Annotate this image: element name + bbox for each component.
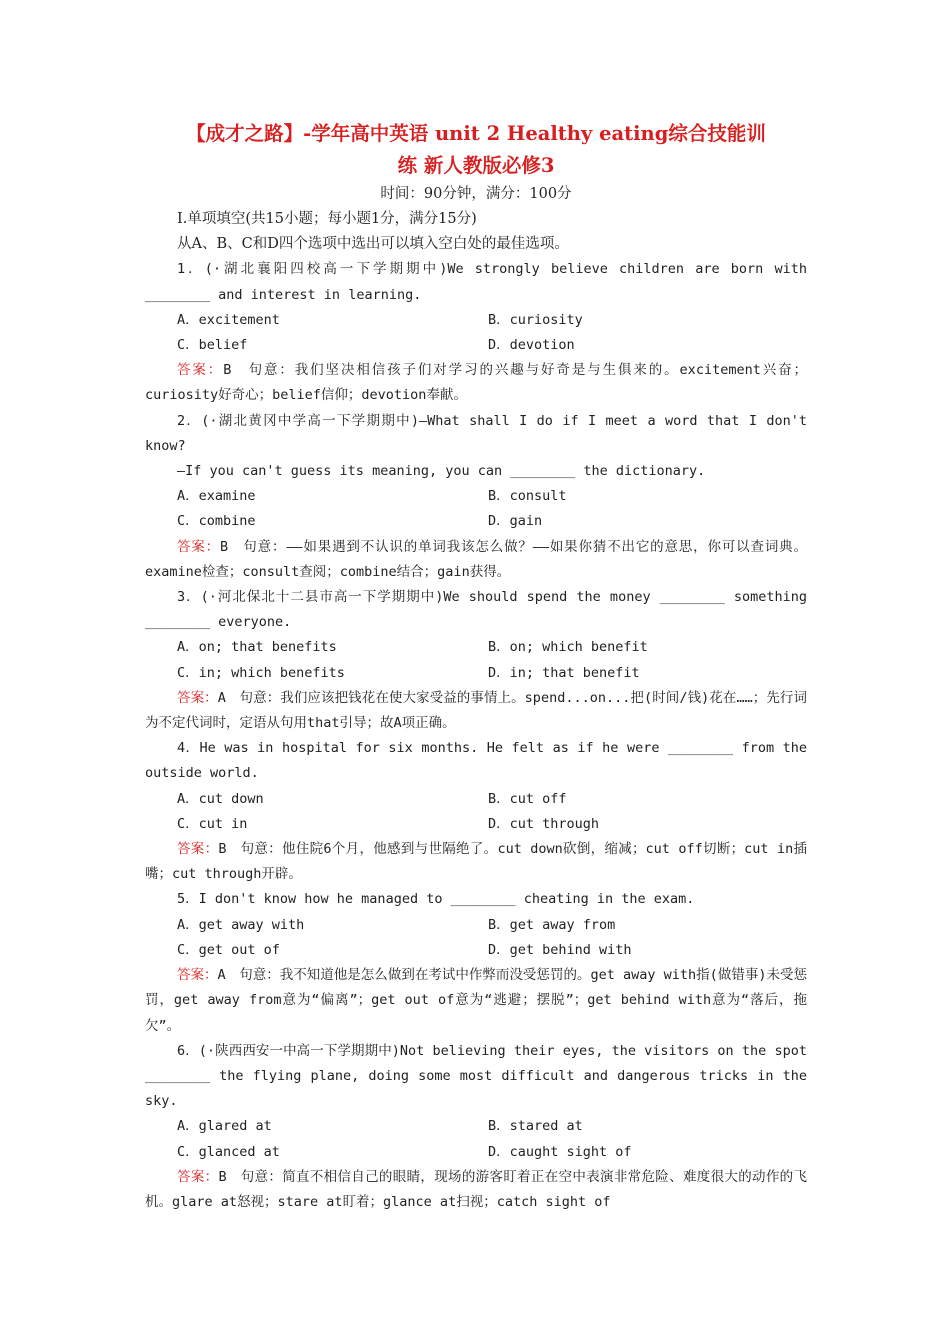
options <box>145 635 807 685</box>
option-b: B．get away from <box>488 916 616 933</box>
option-b: B．cut off <box>488 790 567 807</box>
instruction: 从A、B、C和D四个选项中选出可以填入空白处的最佳选项。 <box>177 236 569 253</box>
answer-text: A 句意：我不知道他是怎么做到在考试中作弊而没受惩罚的。get away with指(做错事)未受惩罚，get away from意为“偏离”；get out of意为“逃避；摆脱”；get behind with意为“落后，拖欠”。 <box>145 967 808 1034</box>
options <box>145 787 807 837</box>
option-a: A．on; that benefits <box>177 639 337 656</box>
answer-explanation <box>145 535 807 585</box>
answer-explanation <box>145 358 807 408</box>
question-stem: 3．(·河北保北十二县市高一下学期期中)We should spend the money ________ something ________ everyone. <box>145 589 807 631</box>
answer-label: 答案： <box>177 689 218 706</box>
answer-label: 答案： <box>177 967 218 984</box>
answer-text: B 句意：——如果遇到不认识的单词我该怎么做？——如果你猜不出它的意思，你可以查词典。examine检查；consult查阅；combine结合；gain获得。 <box>145 538 808 580</box>
option-a: A．cut down <box>177 790 264 807</box>
answer-text: B 句意：简直不相信自己的眼睛，现场的游客盯着正在空中表演非常危险、难度很大的动作的飞机。glare at怒视；stare at盯着；glance at扫视；catch sight of <box>145 1168 807 1210</box>
answer-explanation <box>145 837 807 887</box>
option-a: A．glared at <box>177 1118 272 1135</box>
options <box>145 1114 807 1164</box>
answer-label: 答案： <box>177 841 219 858</box>
title-line-2: 练 新人教版必修3 <box>397 154 555 177</box>
answer-text: A 句意：我们应该把钱花在使大家受益的事情上。spend...on...把(时间/钱)花在……；先行词为不定代词时，定语从句用that引导；故A项正确。 <box>145 689 808 732</box>
question-4 <box>145 736 807 887</box>
question-stem: 1．(·湖北襄阳四校高一下学期期中)We strongly believe children are born with ________ and interest in learning. <box>145 261 807 303</box>
option-c: C．glanced at <box>177 1143 280 1160</box>
option-b: B．curiosity <box>488 311 583 328</box>
option-b: B．stared at <box>488 1118 583 1135</box>
question-3 <box>145 585 807 736</box>
option-a: A．examine <box>177 488 256 505</box>
answer-explanation <box>145 686 807 736</box>
option-a: A．excitement <box>177 311 280 328</box>
option-d: D．gain <box>488 513 543 530</box>
answer-explanation <box>145 1165 807 1215</box>
options <box>145 484 807 534</box>
exam-meta: 时间：90分钟，满分：100分 <box>380 186 572 202</box>
answer-label: 答案： <box>177 1168 219 1185</box>
question-5 <box>145 887 807 1038</box>
answer-label: 答案： <box>177 538 221 555</box>
answer-text: B 句意：我们坚决相信孩子们对学习的兴趣与好奇是与生俱来的。excitement兴奋；curiosity好奇心；belief信仰；devotion奉献。 <box>145 362 808 404</box>
options <box>145 308 807 358</box>
option-d: D．cut through <box>488 815 600 832</box>
section-heading: Ⅰ.单项填空(共15小题；每小题1分，满分15分) <box>177 211 477 227</box>
option-d: D．in; that benefit <box>488 664 640 681</box>
option-c: C．get out of <box>177 941 280 958</box>
question-stem-reply: —If you can't guess its meaning, you can ________ the dictionary. <box>177 463 706 480</box>
option-c: C．belief <box>177 337 248 354</box>
question-stem: 4．He was in hospital for six months. He felt as if he were ________ from the outside world. <box>145 740 807 782</box>
option-a: A．get away with <box>177 916 305 933</box>
option-c: C．combine <box>177 513 256 530</box>
question-stem: 6．(·陕西西安一中高一下学期期中)Not believing their eyes, the visitors on the spot ________ the flying plane, doing some most difficult and dangerous tricks in the sky. <box>145 1042 807 1110</box>
question-stem: 2．(·湖北黄冈中学高一下学期期中)—What shall I do if I meet a word that I don't know? <box>145 412 807 454</box>
document-title <box>137 118 815 182</box>
options <box>145 913 807 963</box>
question-2 <box>145 409 807 585</box>
answer-text: B 句意：他住院6个月，他感到与世隔绝了。cut down砍倒，缩减；cut off切断；cut in插嘴；cut through开辟。 <box>145 841 808 883</box>
question-1 <box>145 257 807 408</box>
option-d: D．caught sight of <box>488 1143 632 1160</box>
option-b: B．consult <box>488 488 567 505</box>
answer-label: 答案： <box>177 362 224 379</box>
document-page <box>145 118 807 1215</box>
option-b: B．on; which benefit <box>488 639 648 656</box>
title-line-1: 【成才之路】-学年高中英语 unit 2 Healthy eating综合技能训 <box>186 122 766 145</box>
option-d: D．devotion <box>488 337 575 354</box>
option-c: C．in; which benefits <box>177 664 345 681</box>
question-6 <box>145 1039 807 1215</box>
question-stem: 5．I don't know how he managed to ________ cheating in the exam. <box>177 891 695 908</box>
option-d: D．get behind with <box>488 941 632 958</box>
answer-explanation <box>145 963 807 1039</box>
option-c: C．cut in <box>177 815 248 832</box>
